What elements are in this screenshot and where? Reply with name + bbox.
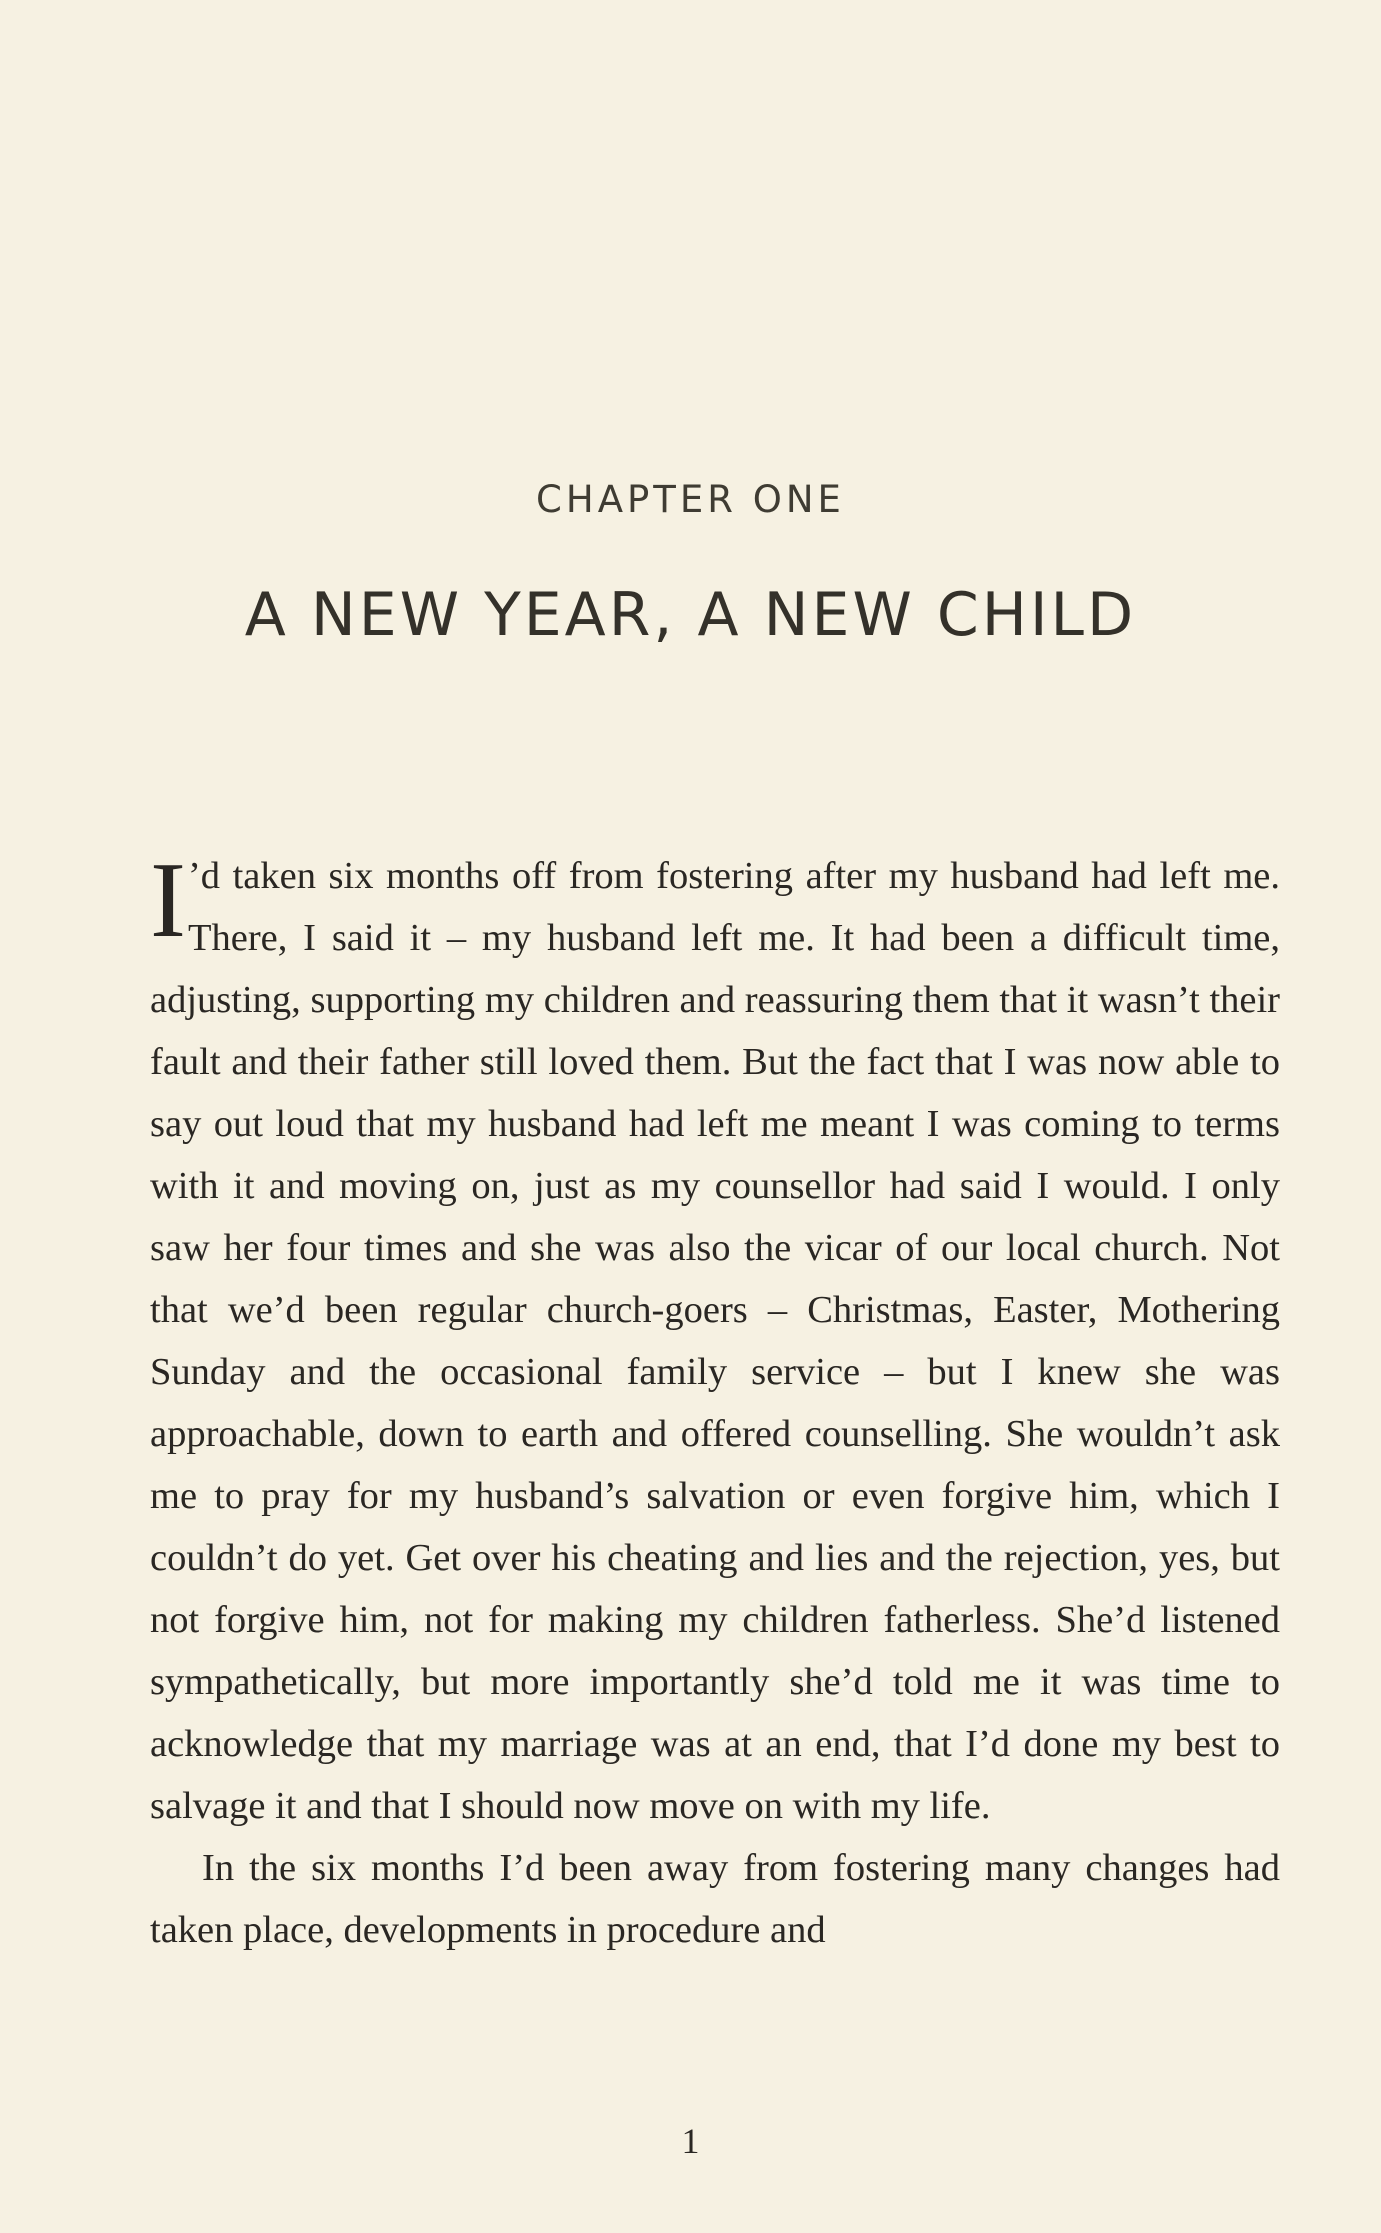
drop-cap: I bbox=[150, 841, 186, 960]
paragraph-1-text: ’d taken six months off from fostering after my husband had left me. There, I said it – my husband left me. It had been a difficult time, adjusting, supporting my children and reassuring them that it wasn’t their fault and their father still loved them. But the fact that I was now able to say out loud that my husband had left me meant I was coming to terms with it and moving on, just as my counsellor had said I would. I only saw her four times and she was also the vicar of our local church. Not that we’d been regular church-goers – Christmas, Easter, Mothering Sunday and the occasional family service – but I knew she was approachable, down to earth and offered counselling. She wouldn’t ask me to pray for my husband’s salvation or even forgive him, which I couldn’t do yet. Get over his cheating and lies and the rejection, yes, but not forgive him, not for making my children fatherless. She’d listened sympathetically, but more importantly she’d told me it was time to acknowledge that my marriage was at an end, that I’d done my best to salvage it and that I should now move on with my life. bbox=[150, 855, 1280, 1827]
paragraph-2: In the six months I’d been away from fostering many changes had taken place, developments in procedure and bbox=[150, 1847, 1280, 1951]
chapter-label: CHAPTER ONE bbox=[536, 478, 845, 521]
chapter-title: A NEW YEAR, A NEW CHILD bbox=[244, 580, 1137, 650]
chapter-body bbox=[150, 841, 1280, 1961]
paragraph-1 bbox=[150, 841, 1280, 1837]
page-number: 1 bbox=[681, 2121, 700, 2161]
